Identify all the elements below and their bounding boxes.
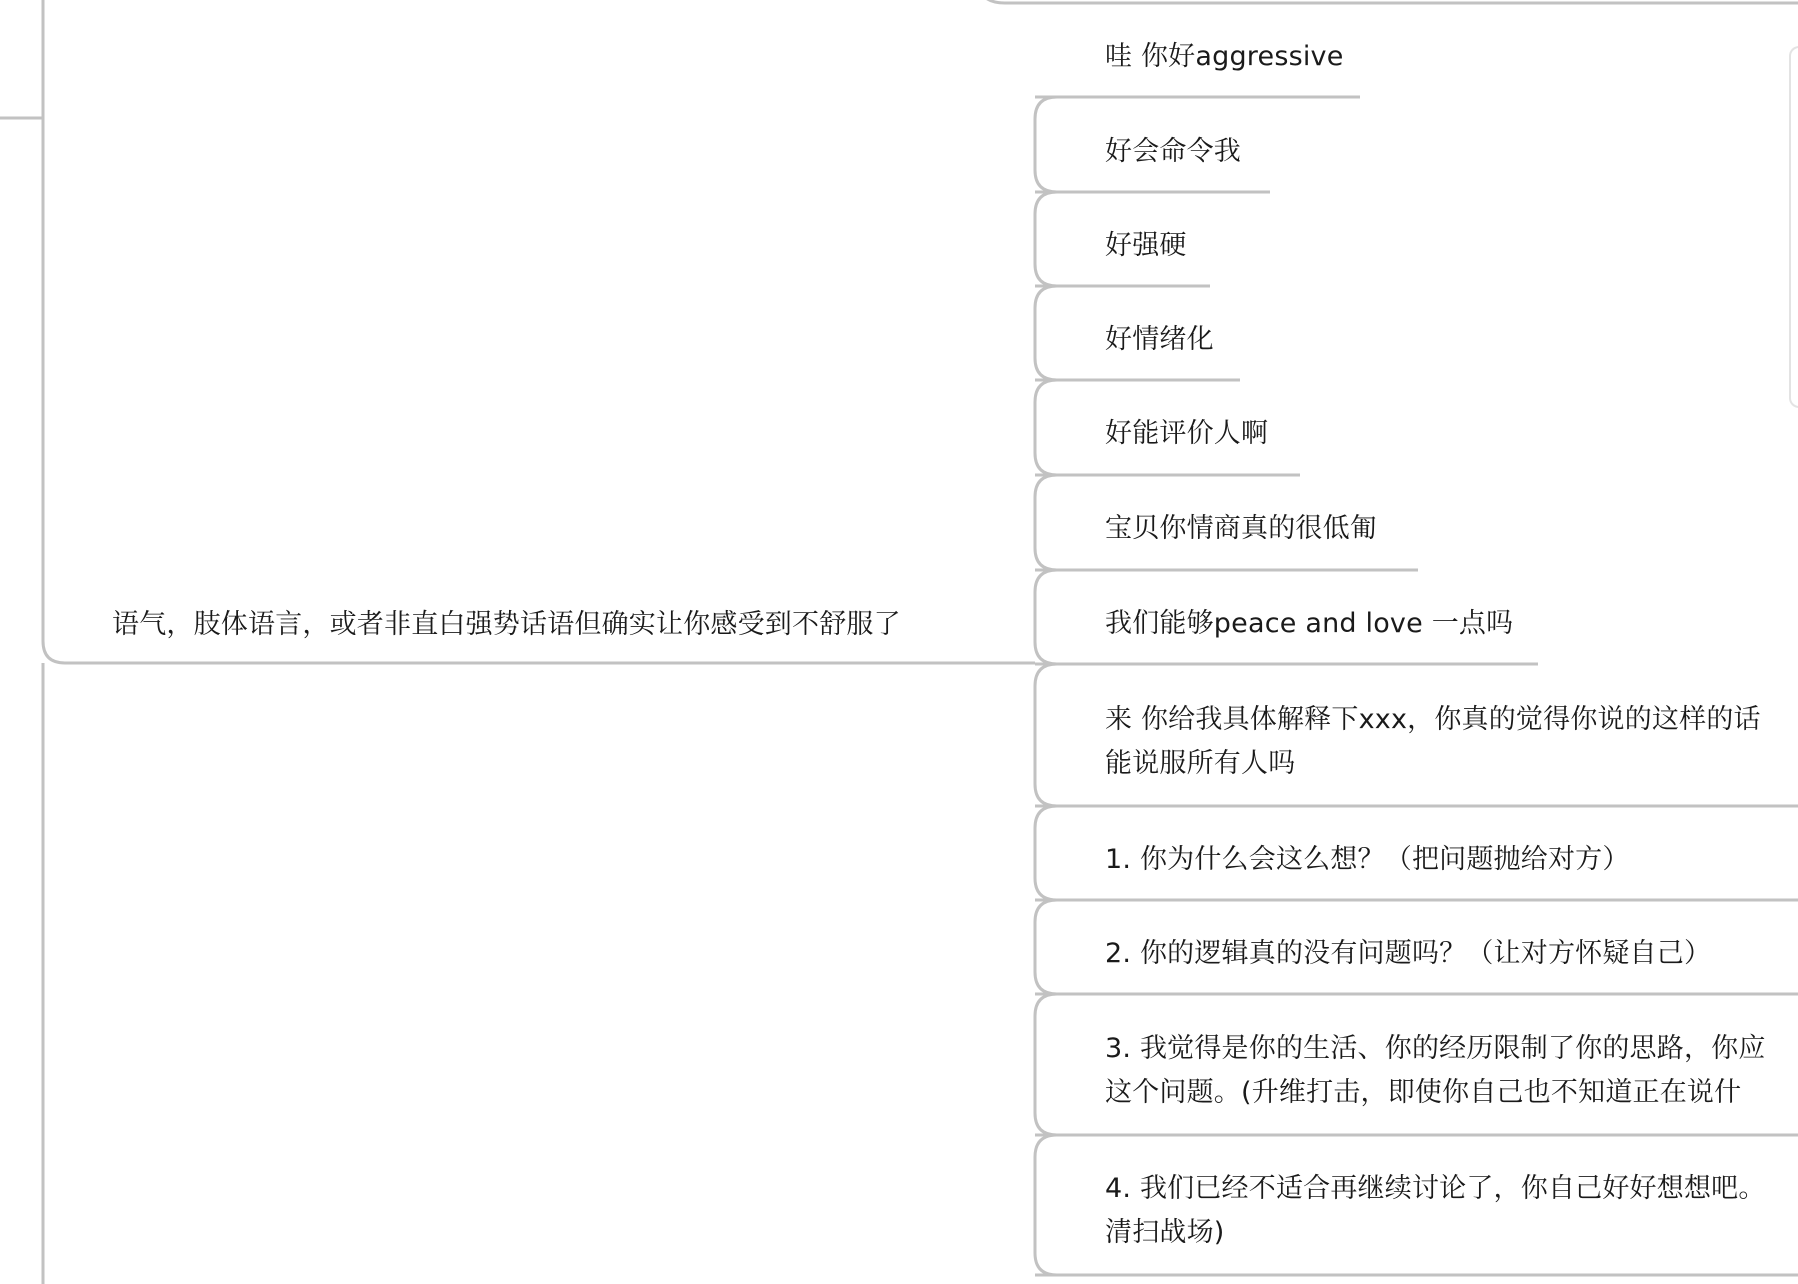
child-node-11-line-1: 3. 我觉得是你的生活、你的经历限制了你的思路，你应 xyxy=(1105,1033,1766,1064)
child-node-1 xyxy=(1105,35,1344,79)
child-node-4 xyxy=(1105,318,1214,362)
bracket-segment-3 xyxy=(1035,286,1057,380)
child-node-1-line-1: 哇 你好aggressive xyxy=(1105,41,1344,72)
child-node-5 xyxy=(1105,412,1268,456)
child-node-3 xyxy=(1105,224,1187,268)
child-node-7-line-1: 我们能够peace and love 一点吗 xyxy=(1105,608,1514,639)
child-node-9 xyxy=(1105,838,1630,882)
child-node-10-line-1: 2. 你的逻辑真的没有问题吗？（让对方怀疑自己） xyxy=(1105,938,1712,969)
child-node-12 xyxy=(1105,1167,1766,1255)
child-node-11-line-2: 这个问题。(升维打击，即使你自己也不知道正在说什 xyxy=(1105,1077,1742,1108)
previous-node-underline xyxy=(980,0,1798,3)
child-node-6-line-1: 宝贝你情商真的很低匍 xyxy=(1105,513,1377,544)
bracket-segment-8 xyxy=(1035,806,1057,900)
child-node-4-line-1: 好情绪化 xyxy=(1105,324,1214,355)
child-node-10 xyxy=(1105,932,1711,976)
child-node-2-line-1: 好会命令我 xyxy=(1105,136,1241,167)
child-node-3-line-1: 好强硬 xyxy=(1105,230,1187,261)
bracket-segment-6 xyxy=(1035,570,1057,664)
bracket-segment-1 xyxy=(1035,97,1057,192)
child-node-12-line-2: 清扫战场) xyxy=(1105,1217,1225,1248)
child-node-5-line-1: 好能评价人啊 xyxy=(1105,418,1269,449)
bracket-segment-5 xyxy=(1035,475,1057,570)
root-node-label: 语气，肢体语言，或者非直白强势话语但确实让你感受到不舒服了 xyxy=(112,609,901,640)
bracket-segment-10 xyxy=(1035,994,1057,1135)
child-node-8-line-2: 能说服所有人吗 xyxy=(1105,748,1296,779)
child-node-9-line-1: 1. 你为什么会这么想？（把问题抛给对方） xyxy=(1105,844,1630,875)
child-node-7 xyxy=(1105,602,1513,646)
child-node-8-line-1: 来 你给我具体解释下xxx，你真的觉得你说的这样的话 xyxy=(1105,704,1761,735)
child-node-12-line-1: 4. 我们已经不适合再继续讨论了，你自己好好想想吧。 xyxy=(1105,1173,1766,1204)
child-node-11 xyxy=(1105,1027,1766,1115)
root-underline-connector xyxy=(43,0,985,663)
bracket-segment-9 xyxy=(1035,900,1057,994)
child-node-8 xyxy=(1105,698,1761,786)
bracket-segment-11 xyxy=(1035,1135,1057,1275)
bracket-segment-2 xyxy=(1035,192,1057,286)
bracket-segment-7 xyxy=(1035,664,1057,806)
child-node-2 xyxy=(1105,130,1241,174)
bracket-segment-4 xyxy=(1035,380,1057,475)
side-panel-edge xyxy=(1789,46,1798,408)
child-node-6 xyxy=(1105,507,1377,551)
